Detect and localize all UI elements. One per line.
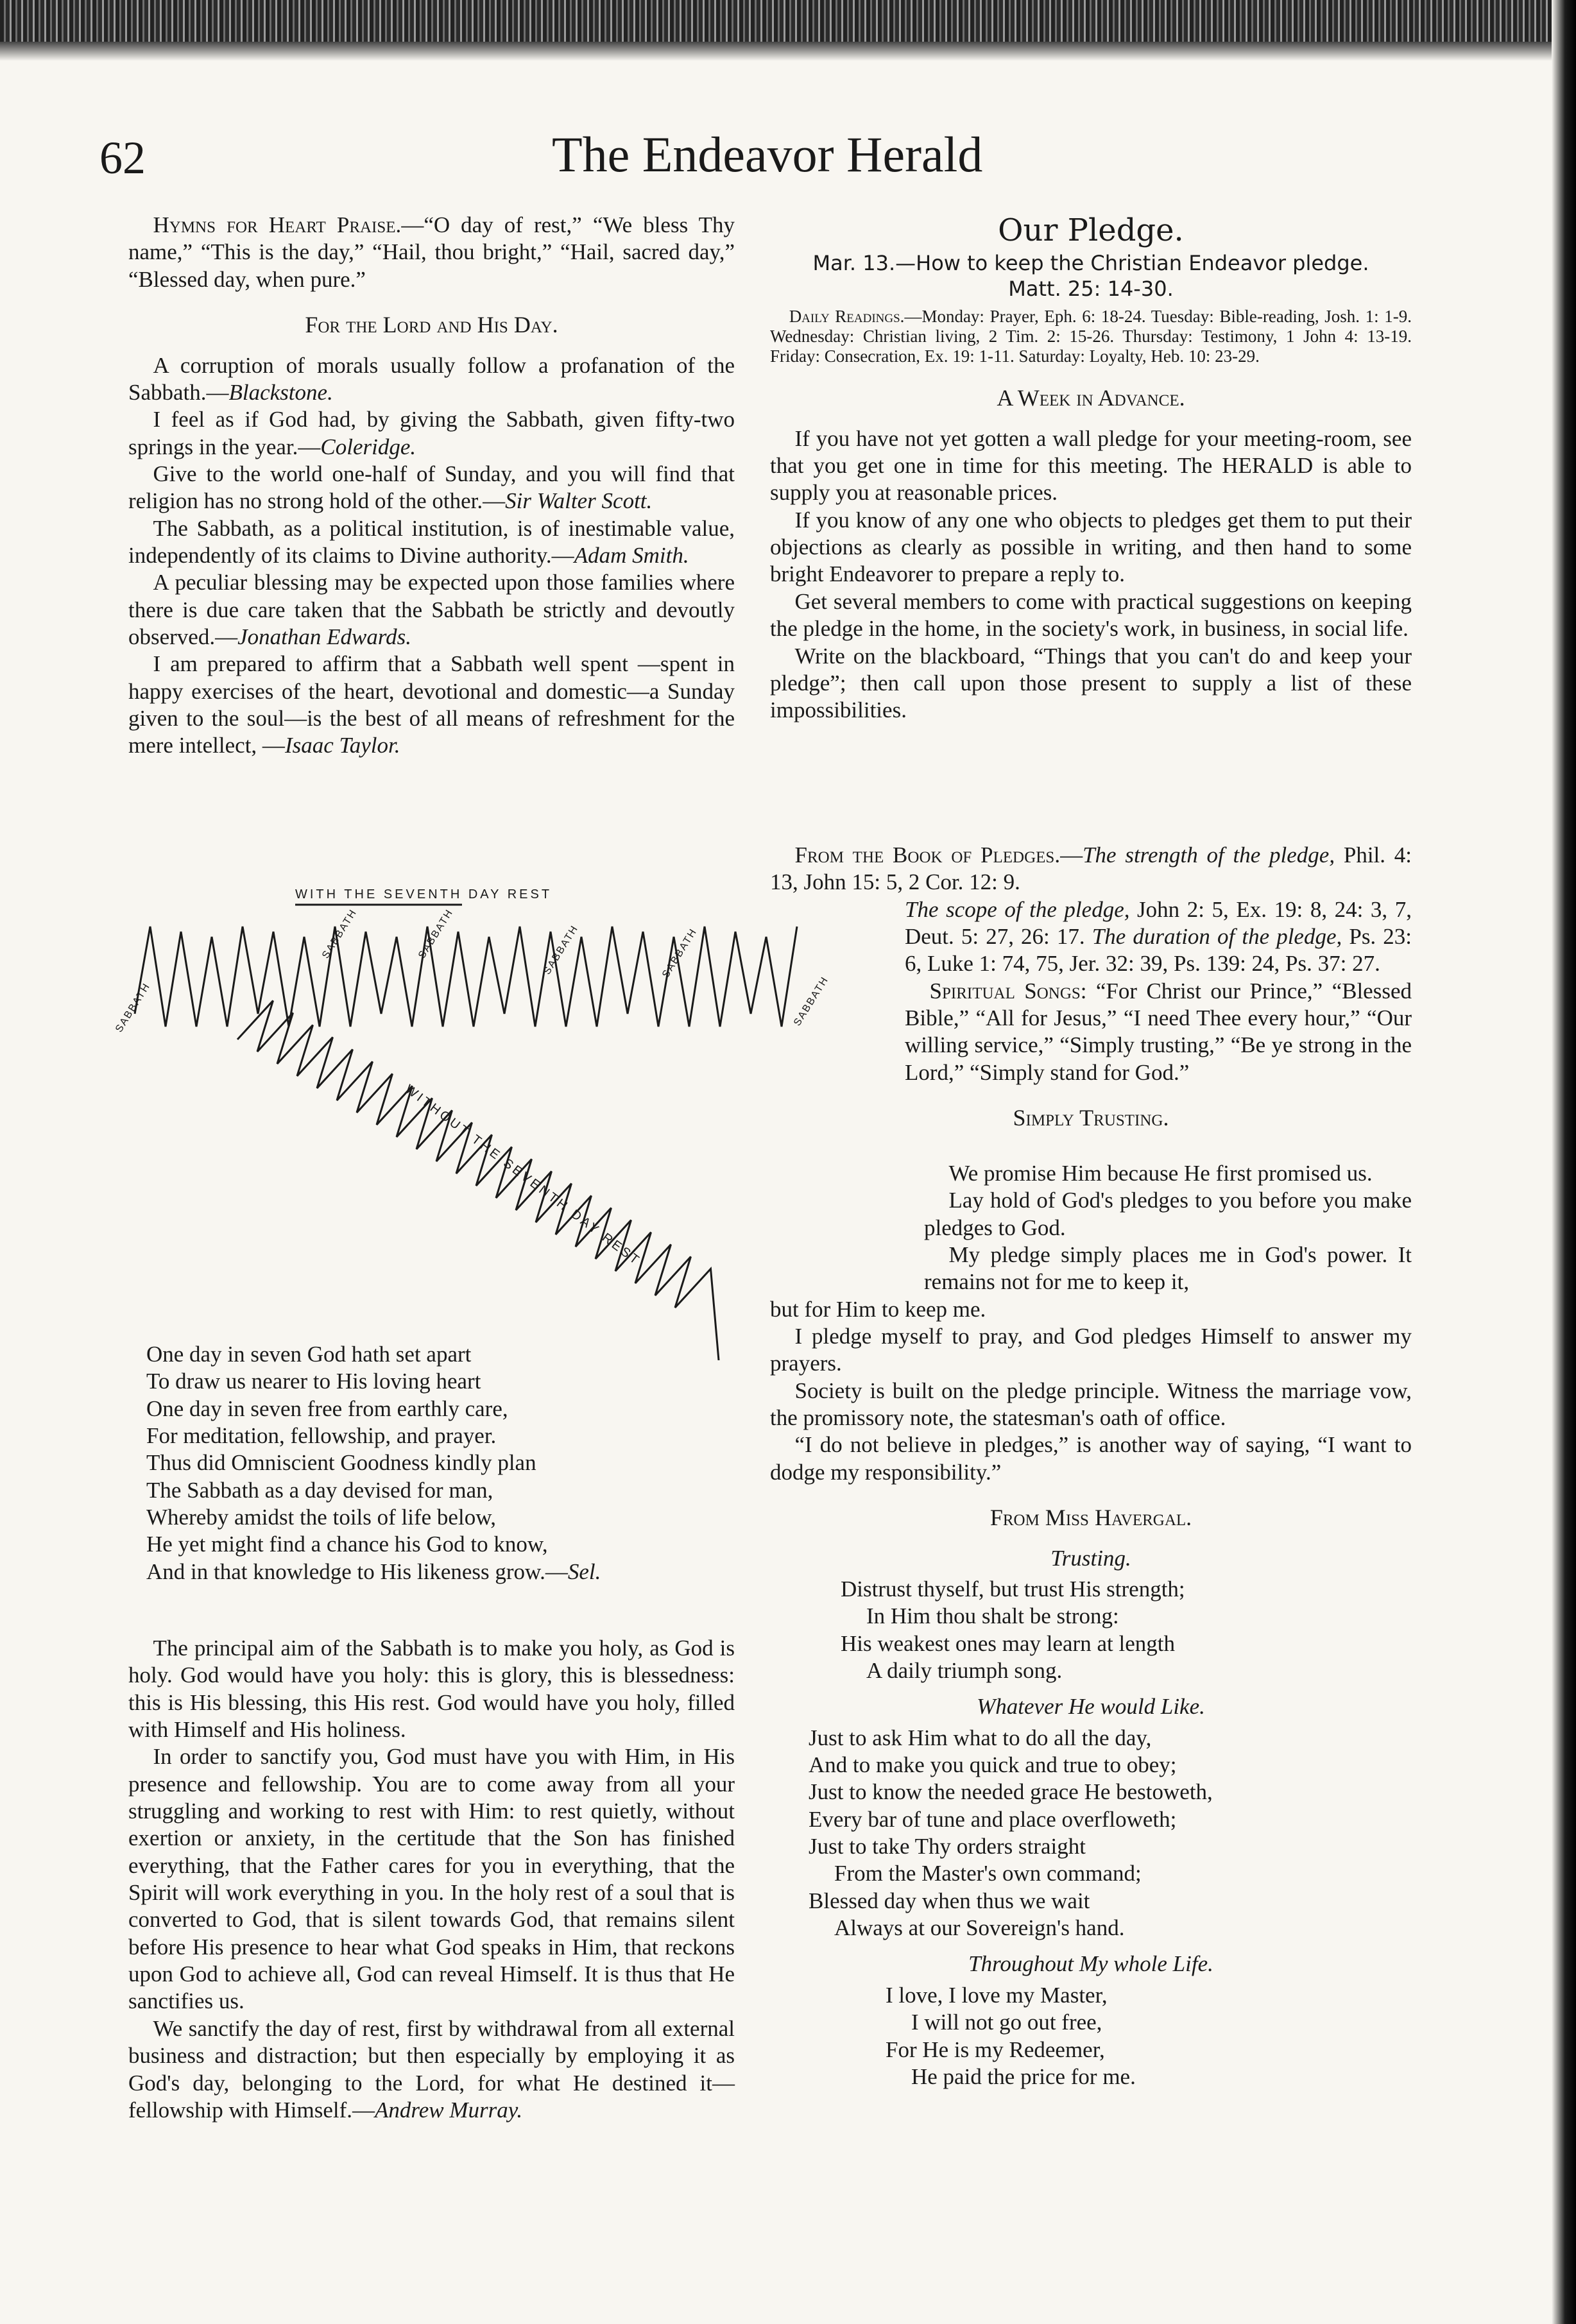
upper-zigzag <box>135 927 797 1027</box>
paragraph: The principal aim of the Sabbath is to make you holy, as God is holy. God would have you holy: this is glory, this is blessedness: this is His blessing, this His rest. God would have you holy, filled with Himself and His holiness. <box>128 1636 735 1743</box>
spiritual-songs <box>770 978 1412 1086</box>
section-heading: A Week in Advance. <box>997 385 1185 411</box>
readings-text: —Monday: Prayer, Eph. 6: 18-24. Tuesday: Bible-reading, Josh. 1: 1-9. Wednesday: Christian living, 2 Tim. 2: 15-26. Thursday: Testimony, 1 John 4: 13-19. Friday: Consecration, Ex. 19: 1-11. Saturday: Loyalty, Heb. 10: 23-29. <box>770 307 1412 366</box>
page-title: The Endeavor Herald <box>552 126 983 182</box>
book-label: The scope of the pledge, <box>905 896 1130 922</box>
paragraph: We promise Him because He first promised us. <box>948 1161 1373 1186</box>
poem-line <box>146 1559 724 1585</box>
poem-line: Distrust thyself, but trust His strength; <box>841 1576 1185 1602</box>
poem-line: For He is my Redeemer, <box>886 2037 1105 2062</box>
paragraph: “I do not believe in pledges,” is another way of saying, “I want to dodge my responsibility.” <box>770 1432 1412 1485</box>
paragraph <box>128 2015 735 2124</box>
sabbath-label: SABBATH <box>541 923 581 977</box>
paragraph: Write on the blackboard, “Things that you can't do and keep your pledge”; then call upon those present to supply a list of these impossibilities. <box>770 643 1412 723</box>
paragraph: Get several members to come with practical suggestions on keeping the pledge in the home, in the society's work, in business, in social life. <box>770 588 1412 642</box>
poem-line: From the Master's own command; <box>834 1861 1142 1886</box>
sabbath-label: SABBATH <box>660 926 699 980</box>
book-of-pledges <box>770 842 1412 1145</box>
paragraph-author: Andrew Murray. <box>375 2097 523 2123</box>
quote <box>128 406 735 461</box>
book-refs: Ps. 23: 6, Luke 1: 74, 75, Jer. 32: 39, Ps. 139: 24, Ps. 37: 27. <box>905 924 1412 977</box>
quote-author: Blackstone. <box>228 379 333 405</box>
poem-line: For meditation, fellowship, and prayer. <box>146 1423 497 1449</box>
quote-author: Adam Smith. <box>574 542 689 568</box>
poem-line: One day in seven God hath set apart <box>146 1342 472 1367</box>
poem-line: To draw us nearer to His loving heart <box>146 1369 481 1394</box>
poem-line: Just to know the needed grace He bestoweth, <box>809 1779 1213 1805</box>
poem-line: Thus did Omniscient Goodness kindly plan <box>146 1450 536 1476</box>
book-refs: John 2: 5, Ex. 19: 8, 24: 3, 7, Deut. 5: 27, 26: 17. <box>905 896 1412 950</box>
lesson-reference: Matt. 25: 14-30. <box>1008 277 1174 302</box>
paragraph: Lay hold of God's pledges to you before you make pledges to God. <box>924 1188 1412 1240</box>
book-scope-duration <box>770 896 1412 978</box>
quote-text: The Sabbath, as a political institution, is of inestimable value, independently of its claims to Divine authority.— <box>128 515 735 568</box>
section-title: Our Pledge. <box>998 212 1184 248</box>
sabbath-rest-diagram <box>103 885 847 1360</box>
paragraph: Society is built on the pledge principle. Witness the marriage vow, the promissory note, the statesman's oath of office. <box>770 1378 1412 1431</box>
lower-label: WITHOUT THE SEVENTH DAY REST <box>402 1082 644 1269</box>
quote-text: A corruption of morals usually follow a profanation of the Sabbath.— <box>128 352 735 405</box>
paragraph: If you have not yet gotten a wall pledge for your meeting-room, see that you get one in time for this meeting. The HERALD is able to supply you at reasonable prices. <box>770 425 1412 506</box>
quote-author: Isaac Taylor. <box>284 733 400 758</box>
quote <box>128 461 735 515</box>
quote-author: Jonathan Edwards. <box>237 624 412 650</box>
book-label: The duration of the pledge, <box>1092 924 1342 950</box>
book-label: The strength of the pledge, <box>1083 842 1335 867</box>
paragraph-text: We sanctify the day of rest, first by withdrawal from all external business and distraction; but then especially by employing it as God's day, belonging to the Lord, for what He destined it—fellowship with Himself.— <box>128 2015 735 2123</box>
poem-whatever <box>770 1725 1412 1942</box>
upper-label: WITH THE SEVENTH DAY REST <box>295 887 552 901</box>
book-refs: Phil. 4: 13, John 15: 5, 2 Cor. 12: 9. <box>770 842 1412 895</box>
poem-line: He paid the price for me. <box>911 2063 1136 2089</box>
quote-text: I am prepared to affirm that a Sabbath well spent —spent in happy exercises of the heart, devotional and domestic—a Sunday given to the soul—is the best of all means of refreshment for the mere intellect, — <box>128 651 735 758</box>
sabbath-label: SABBATH <box>791 974 831 1029</box>
sabbath-label: SABBATH <box>113 980 153 1035</box>
lower-zigzag <box>237 1001 719 1361</box>
section-heading: Simply Trusting. <box>1013 1105 1169 1131</box>
songs-lead: Spiritual Songs: <box>929 978 1087 1004</box>
poem-title: Whatever He would Like. <box>977 1694 1205 1720</box>
paragraph: I pledge myself to pray, and God pledges Himself to answer my prayers. <box>770 1324 1412 1376</box>
hymns-paragraph <box>128 212 735 293</box>
paragraph: In order to sanctify you, God must have you with Him, in His presence and fellowship. You are to come away from all your struggling and working to rest with Him: to rest quietly, without exertion or anxiety, in the certitude that the Son has finished everything, that the Father cares for you in everything, that the Spirit will work everything in you. In the holy rest of a soul that is converted to God, that is silent towards God, that remains silent before His presence to hear what God speaks in Him, that reckons upon God to achieve all, God can reveal Himself. It is thus that He sanctifies us. <box>128 1744 735 2014</box>
quote-author: Coleridge. <box>320 434 416 459</box>
sabbath-label: SABBATH <box>416 907 456 961</box>
quote-text: A peculiar blessing may be expected upon those families where there is due care taken that the Sabbath be strictly and devoutly observed.— <box>128 570 735 650</box>
daily-readings <box>770 307 1412 366</box>
poem-line-text: And in that knowledge to His likeness grow.— <box>146 1559 568 1584</box>
poem-line: Always at our Sovereign's hand. <box>834 1915 1125 1941</box>
lesson-topic: Mar. 13.—How to keep the Christian Endeavor pledge. <box>812 251 1369 276</box>
paragraph: My pledge simply places me in God's power. It remains not for me to keep it, <box>924 1242 1412 1295</box>
poem-line: Just to take Thy orders straight <box>809 1834 1086 1859</box>
quote-text: I feel as if God had, by giving the Sabbath, given fifty-two springs in the year.— <box>128 407 735 459</box>
poem-line: Whereby amidst the toils of life below, <box>146 1505 496 1530</box>
quote <box>128 569 735 651</box>
readings-lead: Daily Readings. <box>789 307 905 327</box>
poem-trusting <box>770 1576 1412 1684</box>
section-heading: From Miss Havergal. <box>989 1505 1192 1531</box>
scan-edge-top <box>0 0 1576 61</box>
poem-title: Trusting. <box>1050 1545 1131 1571</box>
poem-line: A daily triumph song. <box>866 1658 1063 1684</box>
book-lead: From the Book of Pledges.— <box>794 842 1083 867</box>
poem-throughout <box>770 1982 1412 2090</box>
right-column <box>770 212 1412 724</box>
book-strength <box>770 842 1412 896</box>
poem-title: Throughout My whole Life. <box>968 1951 1213 1977</box>
sabbath-label: SABBATH <box>320 907 359 961</box>
quote <box>128 515 735 570</box>
page-number: 62 <box>99 132 146 184</box>
hymns-lead: Hymns for Heart Praise. <box>153 212 402 237</box>
poem-author: Sel. <box>567 1559 601 1584</box>
hymns-text: —“O day of rest,” “We bless Thy name,” “This is the day,” “Hail, thou bright,” “Hail, sacred day,” “Blessed day, when pure.” <box>128 212 735 292</box>
poem-line: In Him thou shalt be strong: <box>866 1603 1119 1629</box>
quote-author: Sir Walter Scott. <box>505 488 653 514</box>
poem-line: I love, I love my Master, <box>886 1982 1108 2008</box>
poem-line: Every bar of tune and place overfloweth; <box>809 1806 1177 1832</box>
poem-line: Blessed day when thus we wait <box>809 1888 1090 1913</box>
left-column <box>128 212 735 760</box>
poem-line: His weakest ones may learn at length <box>841 1630 1175 1656</box>
simply-trusting <box>770 1160 1412 2090</box>
quote <box>128 651 735 759</box>
quote-text: Give to the world one-half of Sunday, and you will find that religion has no strong hold of the other.— <box>128 461 735 514</box>
poem-line: Just to ask Him what to do all the day, <box>809 1725 1152 1750</box>
left-poem <box>146 1341 724 1585</box>
scan-edge-right <box>1552 0 1576 2324</box>
poem-line: One day in seven free from earthly care, <box>146 1396 508 1421</box>
left-column-lower <box>128 1635 735 2124</box>
poem-line: I will not go out free, <box>911 2010 1102 2035</box>
quote <box>128 352 735 407</box>
poem-line: He yet might find a chance his God to know, <box>146 1532 548 1557</box>
poem-line: The Sabbath as a day devised for man, <box>146 1477 493 1503</box>
paragraph: If you know of any one who objects to pledges get them to put their objections as clearly as possible in writing, and then hand to some bright Endeavorer to prepare a reply to. <box>770 507 1412 587</box>
poem-line: And to make you quick and true to obey; <box>809 1752 1177 1778</box>
indented-paragraphs <box>770 1160 1412 1296</box>
paragraph-continued: but for Him to keep me. <box>770 1296 986 1322</box>
songs-text: “For Christ our Prince,” “Blessed Bible,” “All for Jesus,” “I need Thee every hour,” “Our willing service,” “Simply trusting,” “Be ye strong in the Lord,” “Simply stand for God.” <box>905 978 1412 1085</box>
section-heading: For the Lord and His Day. <box>305 312 558 338</box>
